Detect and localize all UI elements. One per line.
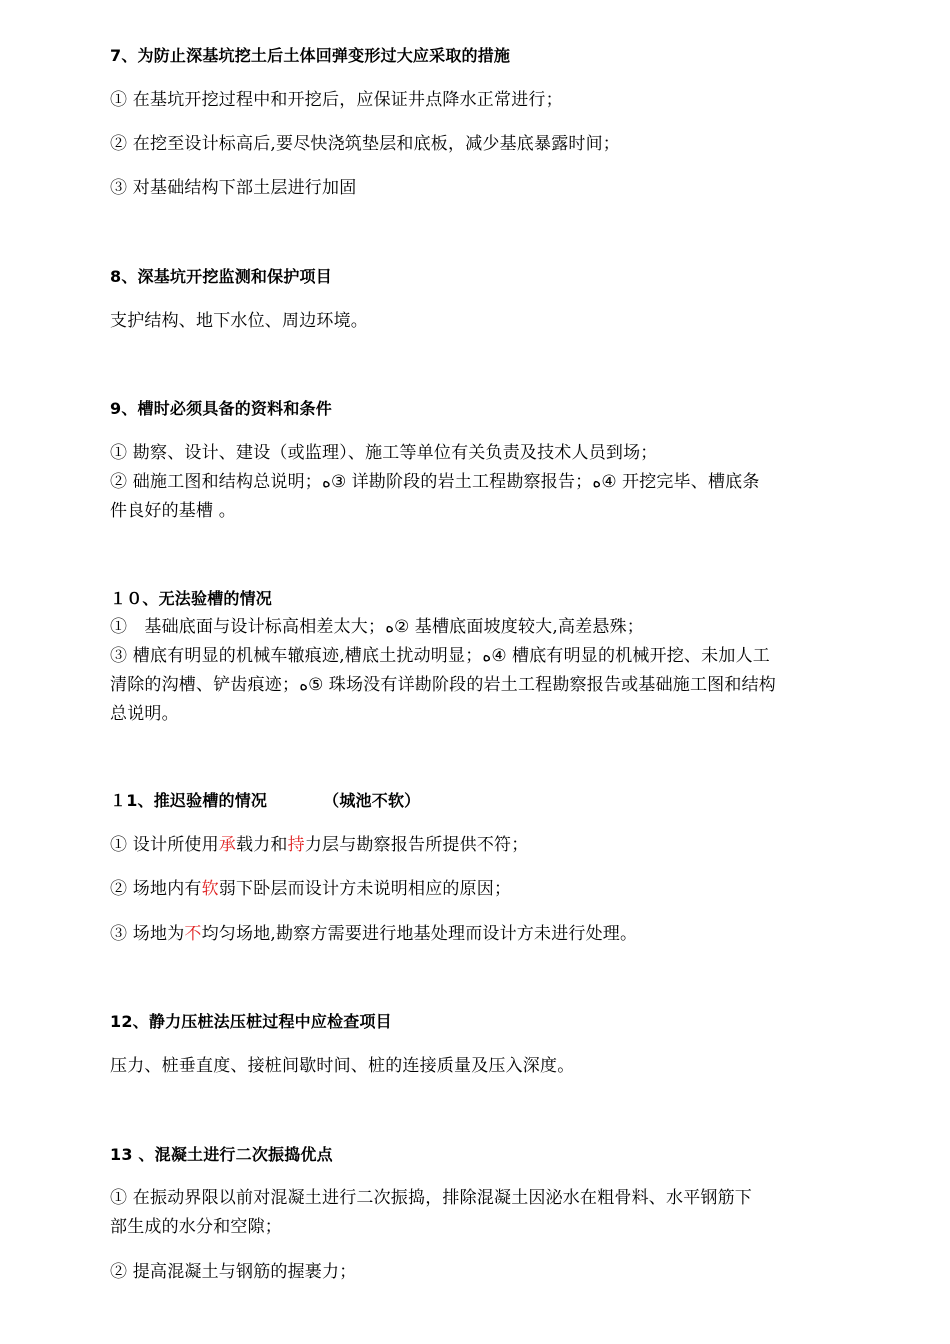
- text-segment: ① 设计所使用: [110, 835, 219, 855]
- section-9-line-3: 件良好的基槽 。: [110, 501, 237, 521]
- section-11-item-2: [110, 879, 850, 899]
- text-segment: ③ 场地为: [110, 924, 185, 944]
- section-11-title: [110, 791, 850, 811]
- section-7-item-1: ① 在基坑开挖过程中和开挖后，应保证井点降水正常进行；: [110, 90, 563, 110]
- section-11-item-3: [110, 924, 850, 944]
- section-10-line-4: 总说明。: [110, 704, 179, 724]
- section-11-title-text: １1、推迟验槽的情况: [110, 791, 268, 810]
- section-8-title: 8、深基坑开挖监测和保护项目: [110, 267, 332, 286]
- section-10-line-2: ③ 槽底有明显的机械车辙痕迹,槽底土扰动明显；ه④ 槽底有明显的机械开挖、未加人工: [110, 646, 770, 666]
- highlight-red: 软: [201, 879, 219, 899]
- section-9-title: 9、槽时必须具备的资料和条件: [110, 399, 332, 418]
- section-13-title: 13 、混凝土进行二次振捣优点: [110, 1145, 333, 1164]
- section-9-line-2: ② 础施工图和结构总说明；ه③ 详勘阶段的岩土工程勘察报告；ه④ 开挖完毕、槽底条: [110, 472, 760, 492]
- section-10-line-3: 清除的沟槽、铲齿痕迹；ه⑤ 珠场没有详勘阶段的岩土工程勘察报告或基础施工图和结构: [110, 675, 776, 695]
- section-12-body: 压力、桩垂直度、接桩间歇时间、桩的连接质量及压入深度。: [110, 1056, 575, 1076]
- text-segment: 载力和: [236, 835, 288, 855]
- section-11-item-1: [110, 835, 850, 855]
- highlight-red: 不: [184, 924, 202, 944]
- section-7-item-3: ③ 对基础结构下部土层进行加固: [110, 178, 357, 198]
- highlight-red: 承: [218, 835, 237, 855]
- text-segment: 弱下卧层而设计方未说明相应的原因；: [218, 879, 512, 899]
- section-13-line-2: 部生成的水分和空隙；: [110, 1217, 282, 1237]
- section-9-line-1: ① 勘察、设计、建设（或监理）、施工等单位有关负责及技术人员到场；: [110, 443, 658, 463]
- highlight-red: 持: [287, 835, 305, 855]
- section-8-body: 支护结构、地下水位、周边环境。: [110, 311, 368, 331]
- section-7-item-2: ② 在挖至设计标高后,要尽快浇筑垫层和底板，减少基底暴露时间；: [110, 134, 621, 154]
- text-segment: ② 场地内有: [110, 879, 202, 899]
- section-11-note: （城池不软）: [323, 791, 421, 810]
- section-10-title: １０、无法验槽的情况: [110, 589, 273, 608]
- section-10-line-1: ① 基础底面与设计标高相差太大；ه② 基槽底面坡度较大,高差悬殊；: [110, 617, 644, 637]
- section-13-line-1: ① 在振动界限以前对混凝土进行二次振捣，排除混凝土因泌水在粗骨料、水平钢筋下: [110, 1188, 753, 1208]
- text-segment: 力层与勘察报告所提供不符；: [304, 835, 529, 855]
- section-7-title: 7、为防止深基坑挖土后土体回弹变形过大应采取的措施: [110, 46, 511, 65]
- section-13-line-3: ② 提高混凝土与钢筋的握裹力；: [110, 1262, 357, 1282]
- section-12-title: 12、静力压桩法压桩过程中应检查项目: [110, 1012, 392, 1031]
- text-segment: 均匀场地,勘察方需要进行地基处理而设计方未进行处理。: [201, 924, 638, 944]
